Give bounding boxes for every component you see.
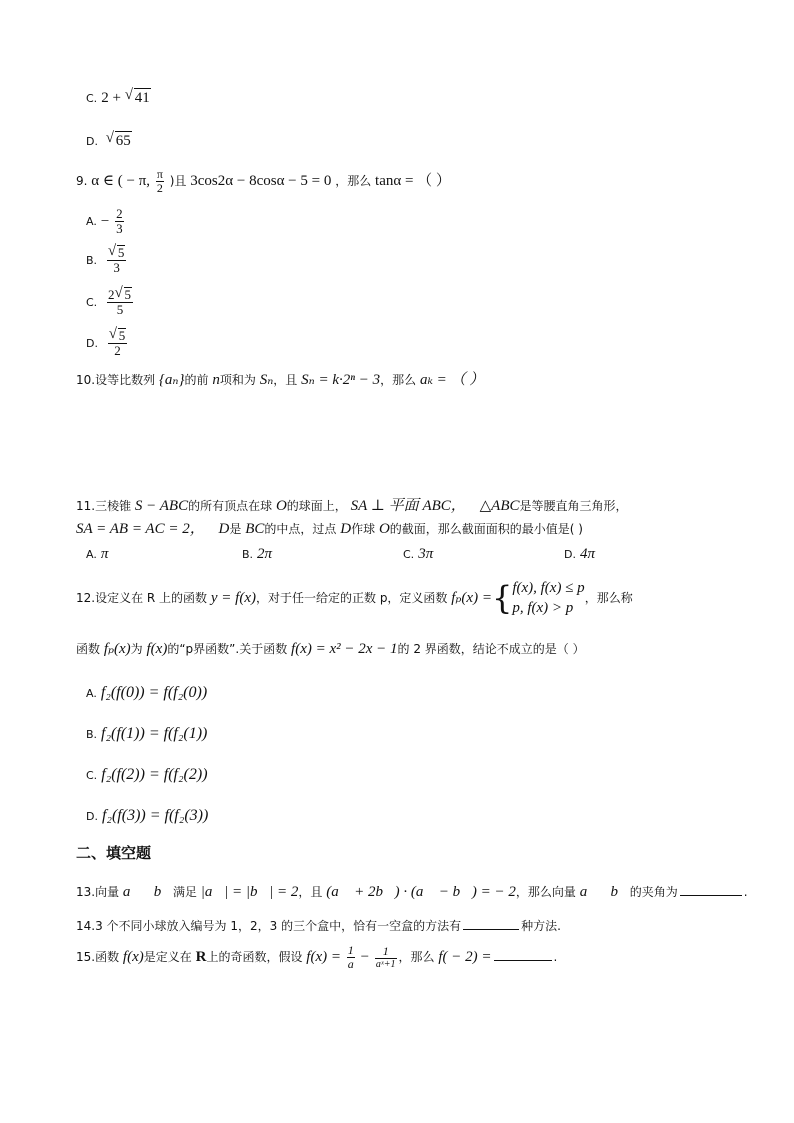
point-o: O bbox=[378, 521, 390, 537]
numerator bbox=[107, 287, 133, 303]
case-1: f(x), f(x) ≤ p bbox=[512, 580, 585, 596]
condition: |a⃗| = |b⃗| = 2 bbox=[200, 884, 299, 900]
triangle: △ABC bbox=[479, 498, 520, 514]
option-value: 3π bbox=[418, 546, 434, 562]
stem-text: ，那么称 bbox=[584, 590, 633, 605]
option-label: C. bbox=[86, 295, 98, 309]
stem-text: 15.函数 bbox=[76, 950, 120, 965]
question-ask: aₖ = （ ） bbox=[419, 372, 485, 388]
option-expr: f₂(f(2)) = f(f₂(2)) bbox=[101, 766, 208, 783]
equalities: SA = AB = AC = 2， bbox=[76, 521, 205, 537]
radicand: 41 bbox=[134, 90, 150, 106]
vectors: a⃗，b⃗ bbox=[579, 884, 630, 900]
point-o: O bbox=[275, 498, 287, 514]
option-label: C. bbox=[86, 769, 98, 782]
option-label: D. bbox=[86, 135, 98, 148]
sqrt bbox=[115, 287, 133, 302]
option-label: C. bbox=[403, 548, 415, 561]
function-def: f(x) = x² − 2x − 1 bbox=[291, 641, 398, 657]
stem-end: . bbox=[553, 950, 558, 965]
denominator: 2 bbox=[114, 343, 121, 359]
q9-option-b bbox=[86, 245, 128, 276]
denominator: 5 bbox=[116, 302, 124, 318]
stem-text: 为 bbox=[130, 642, 143, 656]
q13-stem bbox=[76, 883, 748, 901]
function: f(x) bbox=[146, 641, 168, 657]
stem-text: 是 bbox=[229, 522, 242, 536]
q12-option-d bbox=[86, 806, 208, 825]
fraction bbox=[107, 245, 127, 276]
q15-stem bbox=[76, 944, 557, 971]
option-label: D. bbox=[86, 810, 98, 823]
stem-text: ，那么 bbox=[380, 373, 417, 387]
q12-option-a bbox=[86, 683, 207, 702]
option-value: 2π bbox=[257, 546, 273, 562]
radicand: 5 bbox=[118, 328, 126, 343]
q12-option-b bbox=[86, 724, 207, 743]
fraction bbox=[107, 287, 133, 318]
radicand: 5 bbox=[117, 245, 125, 260]
question-ask: tanα = （ ） bbox=[375, 173, 451, 190]
q11-option-d bbox=[564, 545, 595, 563]
function: y = f(x) bbox=[210, 589, 256, 606]
q9-option-d bbox=[86, 328, 129, 359]
stem-text: 14.3 个不同小球放入编号为 1，2，3 的三个盒中，恰有一空盒的方法有 bbox=[76, 919, 462, 933]
stem-text: 种方法. bbox=[521, 919, 561, 933]
question-ask: f( − 2) = bbox=[438, 949, 492, 966]
option-sign: − bbox=[100, 213, 110, 230]
var-n: n bbox=[212, 372, 220, 388]
stem-tail: ，那么 bbox=[335, 174, 372, 189]
solid: S − ABC bbox=[134, 498, 189, 514]
stem-text: 函数 bbox=[76, 642, 101, 656]
stem-end: . bbox=[743, 885, 748, 899]
numerator bbox=[108, 328, 128, 344]
sum-sn: Sₙ bbox=[259, 372, 274, 388]
stem-text: 的截面，那么截面面积的最小值是( ) bbox=[389, 522, 583, 536]
case-2: p, f(x) > p bbox=[512, 600, 574, 617]
denominator: 2 bbox=[156, 181, 163, 196]
piecewise-cases bbox=[512, 578, 584, 619]
plane-abc: ABC， bbox=[422, 498, 466, 514]
piecewise-lhs: fₚ(x) = bbox=[451, 589, 492, 606]
option-label: A. bbox=[86, 548, 97, 561]
option-label: A. bbox=[86, 687, 97, 700]
denominator: 3 bbox=[116, 221, 123, 237]
option-label: B. bbox=[86, 253, 98, 267]
q12-stem-line2 bbox=[76, 640, 585, 658]
section-title: 二、填空题 bbox=[76, 844, 152, 862]
question-number: 9. bbox=[76, 174, 88, 189]
point-d: D bbox=[218, 521, 230, 537]
answer-blank[interactable] bbox=[494, 948, 552, 961]
stem-text: 的前 bbox=[184, 373, 209, 387]
option-expr: f₂(f(1)) = f(f₂(1)) bbox=[101, 725, 208, 742]
fraction bbox=[375, 945, 397, 970]
stem-text: 项和为 bbox=[219, 373, 256, 387]
fraction bbox=[347, 944, 355, 971]
condition-close: )且 bbox=[169, 174, 187, 189]
option-value: 4π bbox=[579, 546, 595, 562]
option-label: D. bbox=[86, 336, 98, 350]
stem-text: ，且 bbox=[273, 373, 298, 387]
sqrt bbox=[109, 328, 127, 343]
stem-text: 的中点，过点 bbox=[264, 522, 337, 536]
q12-stem-line1 bbox=[76, 578, 633, 619]
q14-stem bbox=[76, 917, 561, 933]
denominator: a bbox=[347, 957, 354, 972]
option-label: A. bbox=[86, 215, 97, 229]
stem-text: 的球面上， bbox=[286, 499, 347, 513]
numerator: 2 bbox=[116, 206, 123, 221]
q11-stem-line1 bbox=[76, 497, 628, 515]
stem-text: 满足 bbox=[172, 885, 197, 899]
perp-relation: SA ⊥ 平面 bbox=[350, 498, 419, 514]
fraction bbox=[108, 328, 128, 359]
option-value: π bbox=[100, 546, 109, 562]
stem-text: 12.设定义在 R 上的函数 bbox=[76, 590, 208, 605]
stem-text: 是定义在 bbox=[143, 950, 192, 965]
numerator: 1 bbox=[347, 943, 354, 957]
stem-text: 的 2 界函数，结论不成立的是（ ） bbox=[397, 642, 585, 656]
q11-option-b bbox=[242, 545, 272, 563]
stem-text: 的夹角为 bbox=[629, 885, 678, 899]
formula: Sₙ = k·2ⁿ − 3 bbox=[301, 372, 381, 388]
option-label: B. bbox=[242, 548, 254, 561]
q12-option-c bbox=[86, 765, 208, 784]
sqrt bbox=[108, 245, 126, 260]
q11-option-a bbox=[86, 545, 108, 563]
radicand: 5 bbox=[124, 287, 132, 302]
condition: α ∈ ( − π, bbox=[91, 173, 151, 190]
answer-blank[interactable] bbox=[463, 917, 519, 930]
equation: (a⃗ + 2b⃗) · (a⃗ − b⃗) = − 2 bbox=[326, 884, 516, 900]
numerator: 1 bbox=[375, 945, 397, 959]
q11-stem-line2 bbox=[76, 520, 583, 538]
left-brace: { bbox=[491, 578, 513, 617]
minus: − bbox=[360, 949, 370, 966]
point-d: D bbox=[340, 521, 352, 537]
option-expr: f₂(f(0)) = f(f₂(0)) bbox=[100, 684, 208, 701]
q10-stem bbox=[76, 371, 484, 389]
denominator: aˣ+1 bbox=[375, 959, 396, 971]
equation: 3cos2α − 8cosα − 5 = 0 bbox=[190, 173, 332, 190]
stem-text: 的所有顶点在球 bbox=[188, 499, 273, 513]
stem-text: 13.向量 bbox=[76, 885, 120, 899]
stem-text: 10.设等比数列 bbox=[76, 373, 156, 387]
q9-option-a bbox=[86, 207, 126, 237]
fraction bbox=[115, 207, 124, 237]
stem-text: 上的奇函数，假设 bbox=[206, 950, 303, 965]
q11-option-c bbox=[403, 545, 433, 563]
segment-bc: BC bbox=[245, 521, 265, 537]
function-lhs: f(x) = bbox=[306, 949, 341, 966]
option-prefix: 2 + bbox=[101, 90, 121, 106]
option-label: D. bbox=[564, 548, 576, 561]
stem-text: 的“p界函数”.关于函数 bbox=[167, 642, 288, 656]
reals: R bbox=[195, 949, 207, 966]
vectors: a⃗，b⃗ bbox=[122, 884, 173, 900]
function: fₚ(x) bbox=[103, 641, 131, 657]
sqrt bbox=[125, 88, 151, 107]
stem-text: ，那么 bbox=[398, 950, 435, 965]
coefficient: 2 bbox=[108, 287, 115, 302]
fraction bbox=[156, 168, 164, 195]
stem-text: ，对于任一给定的正数 p，定义函数 bbox=[256, 590, 448, 605]
q9-option-c bbox=[86, 287, 135, 318]
numerator bbox=[107, 245, 127, 261]
stem-text: 11.三棱锥 bbox=[76, 499, 132, 513]
q8-option-c bbox=[86, 88, 151, 107]
denominator: 3 bbox=[113, 260, 120, 276]
option-expr: f₂(f(3)) = f(f₂(3)) bbox=[101, 807, 209, 824]
option-label: C. bbox=[86, 92, 98, 105]
stem-text: 是等腰直角三角形， bbox=[519, 499, 628, 513]
sequence: {aₙ} bbox=[158, 372, 185, 388]
q9-stem bbox=[76, 168, 451, 195]
stem-text: ，且 bbox=[298, 885, 323, 899]
numerator: π bbox=[156, 167, 163, 181]
sqrt bbox=[106, 131, 132, 150]
function: f(x) bbox=[122, 949, 144, 966]
stem-text: ，那么向量 bbox=[515, 885, 576, 899]
option-label: B. bbox=[86, 728, 98, 741]
stem-text: 作球 bbox=[351, 522, 376, 536]
radicand: 65 bbox=[115, 133, 131, 149]
q8-option-d bbox=[86, 131, 132, 150]
answer-blank[interactable] bbox=[680, 883, 742, 896]
